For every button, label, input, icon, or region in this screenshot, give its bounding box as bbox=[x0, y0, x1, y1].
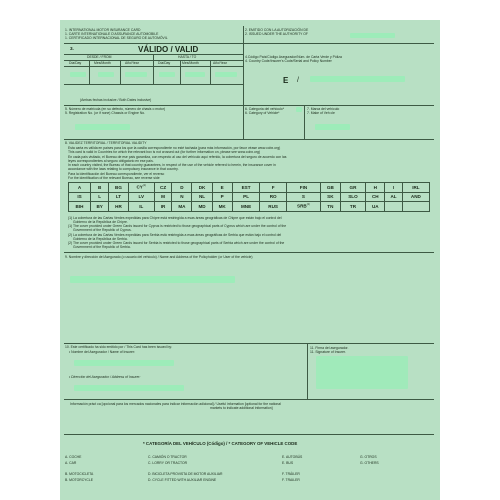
country-box: GB bbox=[321, 183, 340, 193]
country-box: CH bbox=[366, 192, 385, 202]
country-box: TR bbox=[340, 202, 366, 212]
country-box: IRL bbox=[402, 183, 429, 193]
redacted-date-6 bbox=[215, 72, 237, 77]
redacted-policy-number bbox=[310, 76, 405, 82]
country-row-2 bbox=[69, 192, 430, 202]
country-box: AL bbox=[385, 192, 403, 202]
country-box: S bbox=[286, 192, 320, 202]
signature-line-1: 11. Firma del asegurador. bbox=[310, 346, 349, 350]
note-line-2: Gobierno de la República de Chipre. bbox=[73, 220, 128, 224]
redacted-authority bbox=[350, 33, 395, 38]
country-row-1 bbox=[69, 183, 430, 193]
make-line-2: 7. Make of Veh cle bbox=[307, 111, 335, 115]
country-box: F bbox=[260, 183, 286, 193]
country-box: L bbox=[91, 192, 109, 202]
country-box: LT bbox=[109, 192, 128, 202]
date-col-5: Mes/Month bbox=[182, 61, 199, 65]
vehicle-code-a-es: A. COCHE bbox=[65, 455, 82, 459]
signature-line-2: 11. Signature of Insurer. bbox=[310, 350, 346, 354]
validity-title: VÁLIDO / VALID bbox=[138, 45, 199, 54]
country-box: IL bbox=[128, 202, 154, 212]
vehicle-code-e-es: E. AUTOBÚS bbox=[282, 455, 303, 459]
note-line-1: (1) La cobertura de las Cartas Verdes expedidas para Chipre está restringida a esas áreas geográficas de Chipre que están bajo el control del bbox=[68, 216, 282, 220]
vehicle-code-f-es: F. TRÁILER bbox=[282, 472, 300, 476]
category-line-2: 6. Category of Vehicle* bbox=[245, 111, 280, 115]
date-col-2: Mes/Month bbox=[94, 61, 111, 65]
redacted-date-2 bbox=[98, 72, 114, 77]
country-box: E bbox=[212, 183, 232, 193]
vehicle-code-c-en: C. LORRY OR TRACTOR bbox=[148, 461, 188, 465]
vehicle-code-d-en: D. CYCLE FITTED WITH AUXILIAR ENGINE bbox=[148, 478, 217, 482]
date-col-4: Día/Day bbox=[158, 61, 171, 65]
header-right-line-2: 2. ISSUED UNDER THE AUTHORITY OF bbox=[245, 32, 308, 36]
validity-num: 3. bbox=[70, 46, 74, 51]
header-right-line-1: 2. EMITIDO CON LA AUTORIZACIÓN DE bbox=[245, 28, 309, 32]
date-col-3: Año/Year bbox=[125, 61, 139, 65]
country-box: A bbox=[69, 183, 91, 193]
country-box: HR bbox=[109, 202, 128, 212]
territory-line-5: In each country visited, the Bureau of that country guarantees, in respect of the use of the vehicle referred to herein, the insurance cover in bbox=[68, 163, 276, 167]
country-box: EST bbox=[232, 183, 260, 193]
vehicle-code-g-en: G. OTHERS bbox=[360, 461, 379, 465]
issued-by-line-2: • Nombre del Asegurador / Name of Insurer: bbox=[69, 350, 136, 354]
code-line-1: 4.Código País/Código Asegurador/Núm. de Carta Verde y Póliza bbox=[245, 55, 342, 59]
policyholder-label: 9. Nombre y dirección del Asegurado (o usuario del vehículo) / Name and Address of the Policyholder (or User of the vehicle) bbox=[65, 255, 253, 259]
vehicle-code-b-en: B. MOTORCYCLE bbox=[65, 478, 94, 482]
country-box: LV bbox=[128, 192, 154, 202]
vehicle-code-f-en: F. TRAILER bbox=[282, 478, 300, 482]
header-left-line-1: 1. INTERNATIONAL MOTOR INSURANCE CARD bbox=[65, 28, 141, 32]
country-box: BIH bbox=[69, 202, 91, 212]
redacted-date-4 bbox=[159, 72, 175, 77]
redacted-signature bbox=[316, 356, 408, 389]
territory-line-2: This card is valid in Countries for which the relevant box is not crossed out (for further information on, please see www.cobx.org) bbox=[68, 150, 261, 154]
vehicle-code-a-en: A. CAR bbox=[65, 461, 77, 465]
note-line-3: (1) The cover provided under Green Cards issued for Cyprus is restricted to those geographical parts of Cyprus which are under the control of the bbox=[68, 224, 287, 228]
redacted-registration bbox=[75, 124, 130, 130]
territory-line-6: accordance with the laws relating to compulsory insurance in that country. bbox=[68, 167, 179, 171]
country-box: FIN bbox=[286, 183, 320, 193]
date-col-1: Día/Day bbox=[69, 61, 82, 65]
country-box: GR bbox=[340, 183, 366, 193]
insurance-card bbox=[60, 20, 440, 500]
validity-note: (Ambas fechas inclusive / Both Dates inclusive) bbox=[80, 98, 152, 102]
country-box: IR bbox=[154, 202, 172, 212]
country-box bbox=[385, 202, 403, 212]
note-line-8: Government of the Republic of Serbia. bbox=[73, 245, 131, 249]
note-line-5: (2) La cobertura de las Cartas Verdes expedidas para Serbia está restringida a esas áreas geográficas de Serbia que están bajo el control del bbox=[68, 233, 282, 237]
registration-line-1: 5. Número de matrícula (en su defecto, número de chasis o motor) bbox=[65, 107, 166, 111]
country-box: SK bbox=[321, 192, 340, 202]
make-line-1: 7. Marca del vehículo bbox=[307, 107, 340, 111]
territory-line-8: For the identification of the relevant Bureau, see reverse side bbox=[68, 176, 160, 180]
country-box: AND bbox=[402, 192, 429, 202]
issued-by-line-3: • Dirección del Asegurador / Address of Insurer: bbox=[69, 375, 141, 379]
vehicle-code-b-es: B. MOTOCICLETA bbox=[65, 472, 94, 476]
country-box: M bbox=[154, 192, 172, 202]
country-box: IS bbox=[69, 192, 91, 202]
country-box: D bbox=[172, 183, 192, 193]
country-box: N bbox=[172, 192, 192, 202]
country-letter: E bbox=[283, 76, 289, 85]
country-slash: / bbox=[297, 77, 299, 84]
redacted-category bbox=[296, 107, 302, 112]
country-box: BG bbox=[109, 183, 128, 193]
vehicle-code-c-es: C. CAMIÓN O TRACTOR bbox=[148, 455, 187, 459]
note-line-7: (2) The cover provided under Green Cards issued for Serbia is restricted to those geographical parts of Serbia which are under the control of the bbox=[68, 241, 285, 245]
code-line-2: 4. Country Code/Insurer's Code/Serial and Policy Number bbox=[245, 59, 332, 63]
country-box: MK bbox=[212, 202, 232, 212]
territory-line-4: leyes correspondientes al seguro obligatorio en ese país. bbox=[68, 159, 154, 163]
vehicle-code-g-es: G. OTROS bbox=[360, 455, 377, 459]
country-box: RO bbox=[260, 192, 286, 202]
country-code-grid bbox=[68, 182, 430, 212]
country-box: RUS bbox=[260, 202, 286, 212]
country-box: I bbox=[385, 183, 403, 193]
country-box: BY bbox=[91, 202, 109, 212]
note-line-4: Government of the Republic of Cyprus. bbox=[73, 228, 132, 232]
country-box: P bbox=[212, 192, 232, 202]
info-line-1: Información práct ca [opcional para los mercados nacionales para indicar información adicional] / Useful information [optional for the national bbox=[70, 402, 281, 406]
country-box: B bbox=[91, 183, 109, 193]
redacted-insurer-address bbox=[74, 385, 184, 391]
redacted-date-5 bbox=[185, 72, 205, 77]
redacted-policyholder bbox=[70, 276, 235, 283]
country-box: MA bbox=[172, 202, 192, 212]
country-box: TN bbox=[321, 202, 340, 212]
header-left-line-3: 1. CERTIFICADO INTERNACIONAL DE SEGURO DE AUTOMÓVIL bbox=[65, 36, 168, 40]
note-line-6: Gobierno de la República de Serbia. bbox=[73, 237, 128, 241]
country-box: H bbox=[366, 183, 385, 193]
territory-line-7: Para la identificación del Bureau correspondiente, ver el reverso bbox=[68, 172, 165, 176]
vehicle-code-d-es: D. BICICLETA PROVISTA DE MOTOR AUXILIAR bbox=[148, 472, 223, 476]
country-box: MD bbox=[192, 202, 212, 212]
vehicle-code-title: * CATEGORÍA DEL VEHÍCULO (Código) / * CATEGORY OF VEHICLE CODE bbox=[143, 441, 298, 446]
country-box: CZ bbox=[154, 183, 172, 193]
from-label: DESDE / FROM bbox=[87, 55, 112, 59]
country-box: NL bbox=[192, 192, 212, 202]
country-box: PL bbox=[232, 192, 260, 202]
redacted-date-1 bbox=[70, 72, 86, 77]
header-left-line-2: 1. CARTE INTERNATIONALE D'ASSURANCE AUTOMOBILE bbox=[65, 32, 159, 36]
redacted-insurer-name bbox=[74, 360, 174, 366]
to-label: HASTA / TO bbox=[178, 55, 197, 59]
territory-line-1: Esta carta es válida en países para los que la casilla correspondiente no esté tachada (para más información, por favor véase www.cobx.org) bbox=[68, 146, 281, 150]
country-box: SRB$^{(2)}$ bbox=[286, 202, 320, 212]
country-box: DK bbox=[192, 183, 212, 193]
redacted-date-3 bbox=[125, 72, 147, 77]
country-box bbox=[402, 202, 429, 212]
country-box: MNE bbox=[232, 202, 260, 212]
vehicle-code-e-en: E. BUS bbox=[282, 461, 294, 465]
territory-title: 8. VALIDEZ TERRITORIAL / TERRITORIAL VALIDITY bbox=[65, 141, 147, 145]
country-box: SLO bbox=[340, 192, 366, 202]
registration-line-2: 5. Registration No. (or if none) Chassis or Engine No. bbox=[65, 111, 146, 115]
country-box: UA bbox=[366, 202, 385, 212]
redacted-make bbox=[315, 124, 350, 130]
country-box: CY$^{(1)}$ bbox=[128, 183, 154, 193]
territory-line-3: En cada país visitado, el Bureau de ese país garantiza, con respecto al uso del vehículo aquí referido, la cobertura del seguro de acuerdo con las bbox=[68, 155, 287, 159]
country-row-3 bbox=[69, 202, 430, 212]
category-line-1: 6. Categoría del vehículo* bbox=[245, 107, 285, 111]
issued-by-line-1: 10. Este certificado ha sido emitido por / This Card has been issued by: bbox=[65, 345, 172, 349]
date-col-6: Año/Year bbox=[213, 61, 227, 65]
info-line-2: markets to indicate additional information] bbox=[210, 406, 273, 410]
